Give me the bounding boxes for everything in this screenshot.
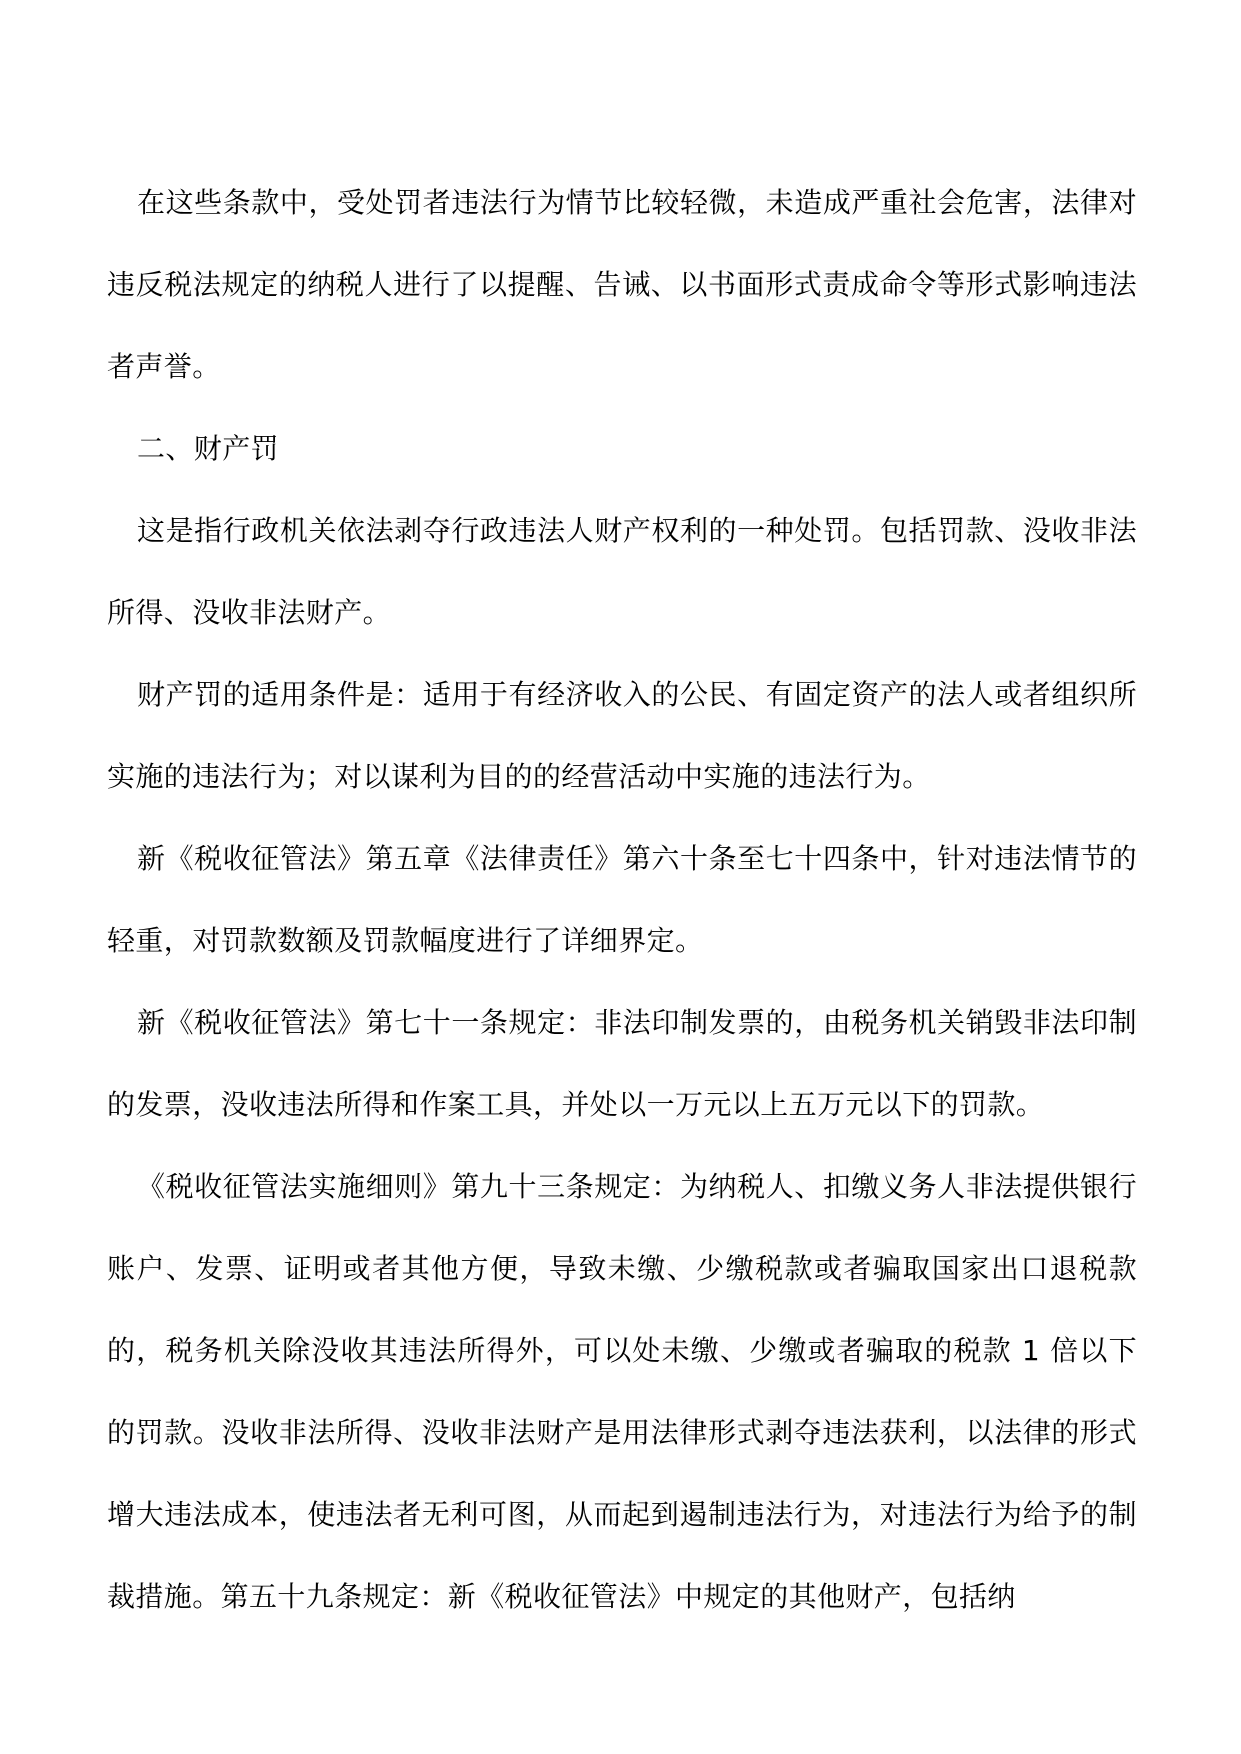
paragraph-article-71: 新《税收征管法》第七十一条规定：非法印制发票的，由税务机关销毁非法印制的发票，没收违法所得和作案工具，并处以一万元以上五万元以下的罚款。 xyxy=(107,1006,1137,1121)
paragraph-article-93: 《税收征管法实施细则》第九十三条规定：为纳税人、扣缴义务人非法提供银行账户、发票、证明或者其他方便，导致未缴、少缴税款或者骗取国家出口退税款的，税务机关除没收其违法所得外，可以处未缴、少缴或者骗取的税款 1 倍以下的罚款。没收非法所得、没收非法财产是用法律形式剥夺违法获利，以法律的形式增大违法成本，使违法者无利可图，从而起到遏制违法行为，对违法行为给予的制裁措施。第五十九条规定：新《税收征管法》中规定的其他财产，包括纳 xyxy=(107,1170,1137,1613)
paragraph-property-penalty-definition: 这是指行政机关依法剥夺行政违法人财产权利的一种处罚。包括罚款、没收非法所得、没收非法财产。 xyxy=(107,514,1137,629)
document-body xyxy=(107,164,1137,1638)
section-heading-property-penalty: 二、财产罚 xyxy=(137,432,280,465)
paragraph-warning-penalty: 在这些条款中，受处罚者违法行为情节比较轻微，未造成严重社会危害，法律对违反税法规定的纳税人进行了以提醒、告诫、以书面形式责成命令等形式影响违法者声誉。 xyxy=(107,186,1137,383)
paragraph-legal-liability-chapter: 新《税收征管法》第五章《法律责任》第六十条至七十四条中，针对违法情节的轻重，对罚款数额及罚款幅度进行了详细界定。 xyxy=(107,842,1137,957)
paragraph-applicable-conditions: 财产罚的适用条件是：适用于有经济收入的公民、有固定资产的法人或者组织所实施的违法行为；对以谋利为目的的经营活动中实施的违法行为。 xyxy=(107,678,1137,793)
